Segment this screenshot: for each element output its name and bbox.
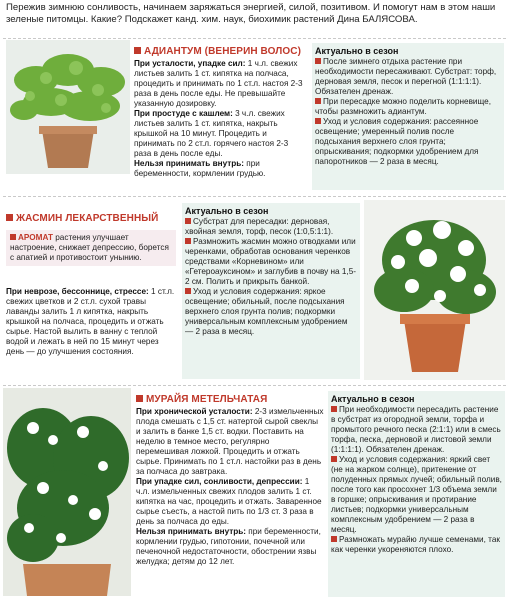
- jasmine-season: [182, 203, 360, 379]
- bullet-square-icon: [10, 234, 16, 240]
- adiantum-season-item-2: При пересадке можно поделить корневище, чтобы размножить адиантум.: [315, 97, 491, 116]
- jasmine-season-item-1: Субстрат для пересадки: дерновая, хвойная земля, торф, песок (1:0,5:1:1).: [185, 217, 334, 236]
- murraya-use-3: Нельзя принимать внутрь: при беременности, кормлении грудью, гипотонии, почечной или печеночной недостаточности, обострении язвы желудка; детям до 12 лет.: [136, 527, 321, 566]
- adiantum-uses: [134, 59, 304, 179]
- bullet-square-icon: [331, 456, 337, 462]
- section-separator: [3, 38, 506, 39]
- murraya-use-1: При хронической усталости: 2-3 измельченных плода смешать с 1,5 ст. натертой сырой свеклы и залить в банке 1,5 ст. водки. Поставить на неделю в темное место, регулярно перемешивая ложкой. Процедить и отжать сырье. Принимать по 1 ст.л. настойки раз в день за полчаса до завтрака.: [136, 407, 324, 476]
- jasmine-photo: [364, 200, 505, 380]
- bullet-square-icon: [315, 58, 321, 64]
- murraya-season-item-3: Размножать мурайю лучше семенами, так как черенки укореняются плохо.: [331, 535, 500, 554]
- bullet-square-icon: [185, 288, 191, 294]
- adiantum-title-text: АДИАНТУМ (ВЕНЕРИН ВОЛОС): [144, 46, 302, 57]
- adiantum-season-item-1: После зимнего отдыха растение при необходимости пересаживают. Субстрат: торф, дерновая земля, песок и перегной (1:1:1:1). Обязателен дренаж.: [315, 57, 497, 96]
- adiantum-use-2: При простуде с кашлем: 3 ч.л. свежих листьев залить 1 ст. кипятка, накрыть крышкой на 10 минут. Процедить и принимать по 2 ст.л. горячего настоя 2-3 раза в день после еды.: [134, 109, 289, 158]
- jasmine-use-1: При неврозе, бессоннице, стрессе: 1 ст.л. свежих цветков и 2 ст.л. сухой травы лаванды залить 1 л кипятка, накрыть крышкой на полчаса, процедить и отжать сырье. Настой вылить в ванну с теплой водой и лежать в ней по 15 минут через день — до улучшения состояния.: [6, 287, 175, 356]
- adiantum-title: [134, 46, 304, 58]
- bullet-square-icon: [331, 406, 337, 412]
- bullet-square-icon: [315, 118, 321, 124]
- jasmine-season-item-2: Размножить жасмин можно отводками или черенками, обработав основания черенков средствами «Корневином» или «Гетероауксином» и заглубив в почву на 1,5-2 см. Полить и прикрыть банкой.: [185, 237, 356, 286]
- section-separator: [3, 385, 506, 386]
- jasmine-season-item-3: Уход и условия содержания: яркое освещение; обильный, после подсыхания верхнего слоя грунта полив; подкормки универсальным комплексным удобрением — 2 раза в месяц.: [185, 287, 348, 336]
- title-bullet-icon: [136, 395, 143, 402]
- bullet-square-icon: [185, 218, 191, 224]
- adiantum-season: [312, 43, 504, 190]
- adiantum-photo: [6, 40, 130, 174]
- murraya-season-item-1: При необходимости пересадить растение в субстрат из огородной земли, торфа и промытого речного песка (2:1:1) или в смесь торфа, песка, дерновой и листовой земли (1:1:1:1). Обязателен дренаж.: [331, 405, 501, 454]
- adiantum-use-3: Нельзя принимать внутрь: при беременности, кормлении грудью.: [134, 159, 266, 178]
- murraya-title-text: МУРАЙЯ МЕТЕЛЬЧАТАЯ: [146, 394, 268, 405]
- murraya-uses: [136, 407, 324, 567]
- title-bullet-icon: [134, 47, 141, 54]
- section-separator: [3, 196, 506, 197]
- jasmine-title: [6, 213, 176, 225]
- adiantum-season-item-3: Уход и условия содержания: рассеянное освещение; умеренный полив после подсыхания верхнего слоя грунта; опрыскивания; подкормки удобрением для папоротников — 2 раза в месяц.: [315, 117, 479, 166]
- bullet-square-icon: [185, 238, 191, 244]
- murraya-title: [136, 394, 326, 406]
- murraya-season: [328, 391, 505, 597]
- jasmine-uses: [6, 287, 176, 357]
- title-bullet-icon: [6, 214, 13, 221]
- bullet-square-icon: [315, 98, 321, 104]
- murraya-season-item-2: Уход и условия содержания: яркий свет (не на жарком солнце), притенение от полуденных прямых лучей; обильный полив, после того как просохнет 1/3 объема земли в горшке; опрыскивания и протирание листьев; подкормки универсальным комплексным удобрением — 2 раза в месяц.: [331, 455, 502, 534]
- season-header: Актуально в сезон: [185, 206, 269, 216]
- intro-text: Пережив зимнюю сонливость, начинаем заряжаться энергией, силой, позитивом. И помогут нам в этом наши зеленые питомцы. Какие? Подскажет канд. хим. наук, биохимик растений Дина БАЛЯСОВА.: [6, 2, 496, 25]
- season-header: Актуально в сезон: [331, 394, 415, 404]
- adiantum-use-1: При усталости, упадке сил: 1 ч.л. свежих листьев залить 1 ст. кипятка на полчаса, процедить и принимать по 1 ст.л. настоя 2-3 раза в день после еды. Не превышайте указанную дозировку.: [134, 59, 303, 108]
- murraya-use-2: При упадке сил, сонливости, депрессии: 1 ч.л. измельченных свежих плодов залить 1 ст. кипятка на час, процедить и отжать. Заваренное сырье съесть, а настой пить по 1/3 ст. 3 раза в день за полчаса до еды.: [136, 477, 322, 526]
- bullet-square-icon: [331, 536, 337, 542]
- murraya-photo: [3, 388, 131, 596]
- jasmine-aroma: АРОМАТ растения улучшает настроение, снижает депрессию, борется с апатией и противостоит унынию.: [6, 230, 176, 266]
- jasmine-title-text: ЖАСМИН ЛЕКАРСТВЕННЫЙ: [16, 213, 159, 224]
- season-header: Актуально в сезон: [315, 46, 399, 56]
